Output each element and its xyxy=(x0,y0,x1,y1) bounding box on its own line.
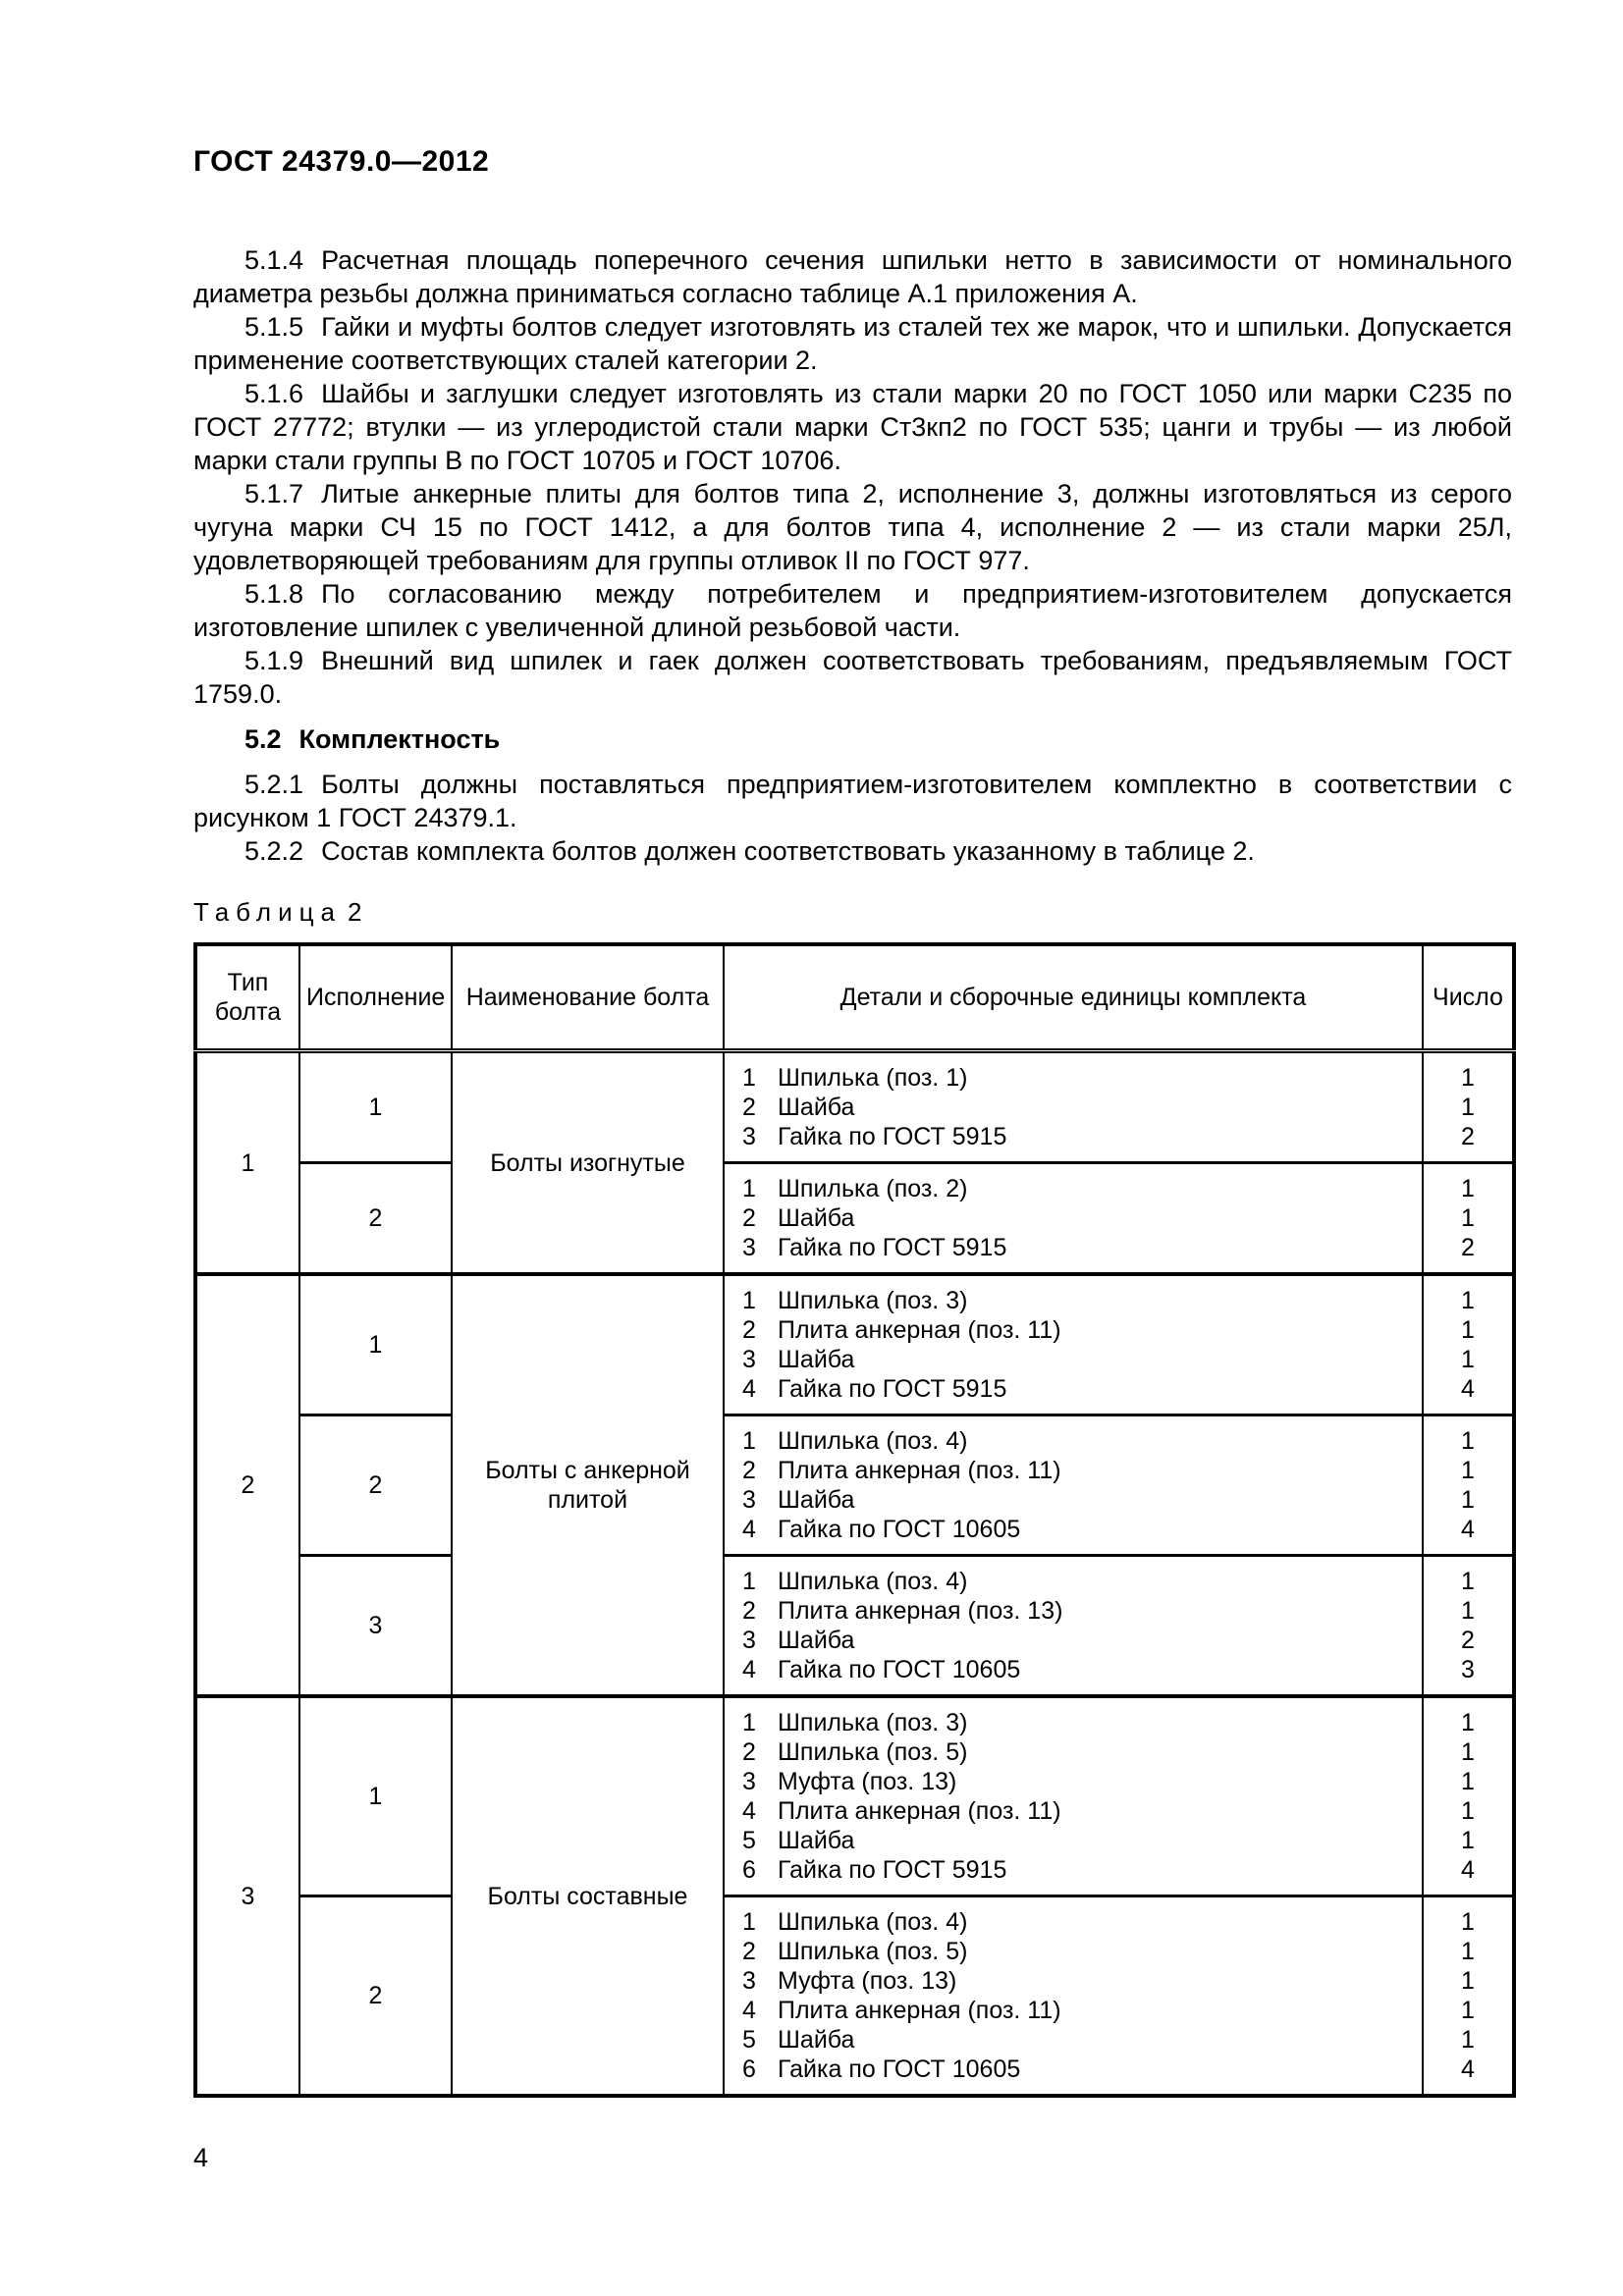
column-header-bolt-name: Наименование болта xyxy=(452,944,724,1051)
count-value: 1 xyxy=(1461,1457,1475,1484)
detail-item xyxy=(742,1855,1412,1885)
detail-item-number: 2 xyxy=(742,1597,756,1625)
paragraph-5-1-8 xyxy=(193,577,1512,644)
version-cell: 2 xyxy=(299,1163,452,1275)
detail-item-number: 3 xyxy=(742,1768,756,1795)
detail-item xyxy=(742,1345,1412,1374)
detail-item-number: 2 xyxy=(742,1938,756,1965)
paragraph-5-2-2 xyxy=(193,834,1512,868)
kit-parts-cell xyxy=(724,1274,1423,1415)
clause-number: 5.1.9 xyxy=(244,646,304,675)
detail-item-number: 6 xyxy=(742,1856,756,1884)
bolt-name-cell: Болты составные xyxy=(452,1696,724,2096)
count-value: 4 xyxy=(1461,1375,1475,1403)
detail-item-text: Муфта (поз. 13) xyxy=(778,1768,957,1795)
version-cell: 1 xyxy=(299,1696,452,1896)
kit-parts-cell xyxy=(724,1696,1423,1896)
count-value: 1 xyxy=(1461,1175,1475,1202)
detail-item xyxy=(742,1374,1412,1404)
clause-number: 5.1.5 xyxy=(244,312,304,342)
count-value: 1 xyxy=(1461,1738,1475,1766)
detail-item xyxy=(742,1515,1412,1544)
count-value: 1 xyxy=(1461,1064,1475,1092)
count-cell xyxy=(1423,1051,1514,1163)
detail-item-text: Шайба xyxy=(778,2026,855,2054)
detail-item-number: 1 xyxy=(742,1064,756,1092)
detail-item-text: Шпилька (поз. 5) xyxy=(778,1938,968,1965)
count-value: 1 xyxy=(1461,1709,1475,1736)
bolt-name-cell: Болты изогнутые xyxy=(452,1051,724,1275)
detail-item xyxy=(742,1122,1412,1151)
clause-text: По согласованию между потребителем и предприятием-изготовителем допускается изготовление шпилек с увеличенной длиной резьбовой части. xyxy=(193,579,1512,642)
count-value: 1 xyxy=(1461,1827,1475,1854)
count-value: 1 xyxy=(1461,1346,1475,1373)
paragraph-5-1-4 xyxy=(193,243,1512,310)
clause-text: Шайбы и заглушки следует изготовлять из стали марки 20 по ГОСТ 1050 или марки С235 по ГОСТ 27772; втулки — из углеродистой стали марки Ст3кп2 по ГОСТ 535; цанги и трубы — из любой марки стали группы В по ГОСТ 10705 и ГОСТ 10706. xyxy=(193,379,1512,475)
detail-item xyxy=(742,1826,1412,1855)
clause-text: Литые анкерные плиты для болтов типа 2, исполнение 3, должны изготовляться из серого чугуна марки СЧ 15 по ГОСТ 1412, а для болтов типа 4, исполнение 2 — из стали марки 25Л, удовлетворяющей требованиям для группы отливок II по ГОСТ 977. xyxy=(193,479,1512,575)
detail-item xyxy=(742,1737,1412,1767)
detail-item-number: 3 xyxy=(742,1486,756,1514)
table-caption xyxy=(193,895,1512,929)
count-value: 2 xyxy=(1461,1627,1475,1654)
count-cell xyxy=(1423,1896,1514,2097)
clause-number: 5.1.4 xyxy=(244,245,304,275)
detail-item-number: 4 xyxy=(742,1656,756,1683)
detail-item-text: Шпилька (поз. 4) xyxy=(778,1908,968,1936)
bolt-type-cell: 1 xyxy=(195,1051,299,1275)
detail-item xyxy=(742,1093,1412,1122)
count-cell xyxy=(1423,1415,1514,1556)
detail-item-number: 3 xyxy=(742,1234,756,1261)
detail-item-text: Гайка по ГОСТ 5915 xyxy=(778,1234,1007,1261)
count-value: 1 xyxy=(1461,1908,1475,1936)
column-header-bolt-type: Тип болта xyxy=(195,944,299,1051)
count-cell xyxy=(1423,1274,1514,1415)
column-header-count: Число xyxy=(1423,944,1514,1051)
count-value: 1 xyxy=(1461,2026,1475,2054)
clause-text: Внешний вид шпилек и гаек должен соответствовать требованиям, предъявляемым ГОСТ 1759.0. xyxy=(193,646,1512,709)
detail-item xyxy=(742,1596,1412,1626)
detail-item xyxy=(742,1567,1412,1596)
count-value: 1 xyxy=(1461,1597,1475,1625)
detail-item-number: 2 xyxy=(742,1738,756,1766)
table-caption-word: Таблица xyxy=(193,897,342,927)
kit-parts-cell xyxy=(724,1051,1423,1163)
page-number: 4 xyxy=(193,2143,209,2172)
detail-item-text: Плита анкерная (поз. 13) xyxy=(778,1597,1063,1625)
detail-item-number: 2 xyxy=(742,1204,756,1232)
detail-item-number: 3 xyxy=(742,1627,756,1654)
clause-number: 5.2.2 xyxy=(244,836,304,866)
document-title: ГОСТ 24379.0—2012 xyxy=(193,145,490,178)
detail-item-number: 1 xyxy=(742,1175,756,1202)
detail-item-text: Гайка по ГОСТ 10605 xyxy=(778,1656,1021,1683)
detail-item xyxy=(742,1966,1412,1996)
detail-item-text: Гайка по ГОСТ 5915 xyxy=(778,1123,1007,1150)
detail-item-text: Шпилька (поз. 3) xyxy=(778,1709,968,1736)
kit-parts-cell xyxy=(724,1896,1423,2097)
paragraph-5-1-6 xyxy=(193,377,1512,477)
detail-item-number: 2 xyxy=(742,1094,756,1121)
count-value: 1 xyxy=(1461,1997,1475,2024)
count-value: 1 xyxy=(1461,1486,1475,1514)
detail-item-number: 1 xyxy=(742,1568,756,1595)
bolt-type-cell: 3 xyxy=(195,1696,299,2096)
table-row xyxy=(195,1896,1514,2097)
detail-item-number: 2 xyxy=(742,1316,756,1344)
clause-number: 5.2.1 xyxy=(244,770,304,799)
detail-item xyxy=(742,1456,1412,1485)
count-value: 1 xyxy=(1461,1204,1475,1232)
clause-text: Гайки и муфты болтов следует изготовлять из сталей тех же марок, что и шпильки. Допускается применение соответствующих сталей категории 2. xyxy=(193,312,1512,375)
detail-item-text: Гайка по ГОСТ 10605 xyxy=(778,1516,1021,1543)
table-header-row xyxy=(195,944,1514,1051)
count-value: 1 xyxy=(1461,1768,1475,1795)
detail-item-text: Шайба xyxy=(778,1094,855,1121)
bolt-kit-table xyxy=(193,942,1516,2098)
table-row xyxy=(195,1556,1514,1697)
count-value: 1 xyxy=(1461,1797,1475,1825)
detail-item xyxy=(742,1796,1412,1826)
detail-item-text: Шайба xyxy=(778,1204,855,1232)
detail-item xyxy=(742,1063,1412,1093)
column-header-kit-parts: Детали и сборочные единицы комплекта xyxy=(724,944,1423,1051)
detail-item xyxy=(742,1174,1412,1203)
bolt-type-cell: 2 xyxy=(195,1274,299,1696)
kit-parts-cell xyxy=(724,1415,1423,1556)
detail-item-number: 4 xyxy=(742,1375,756,1403)
count-cell xyxy=(1423,1556,1514,1697)
detail-item-number: 5 xyxy=(742,2026,756,2054)
paragraph-5-1-9 xyxy=(193,644,1512,711)
detail-item-text: Муфта (поз. 13) xyxy=(778,1967,957,1995)
detail-item-text: Шпилька (поз. 3) xyxy=(778,1287,968,1314)
paragraph-5-2-1 xyxy=(193,768,1512,834)
detail-item-text: Плита анкерная (поз. 11) xyxy=(778,1457,1061,1484)
detail-item-text: Шпилька (поз. 4) xyxy=(778,1568,968,1595)
detail-item-text: Плита анкерная (поз. 11) xyxy=(778,1316,1061,1344)
detail-item-text: Шайба xyxy=(778,1346,855,1373)
detail-item-number: 5 xyxy=(742,1827,756,1854)
kit-parts-cell xyxy=(724,1556,1423,1697)
clause-number: 5.1.6 xyxy=(244,379,304,408)
table-row xyxy=(195,1415,1514,1556)
detail-item-text: Гайка по ГОСТ 10605 xyxy=(778,2056,1021,2083)
version-cell: 3 xyxy=(299,1556,452,1697)
paragraph-5-1-7 xyxy=(193,477,1512,577)
count-value: 1 xyxy=(1461,1094,1475,1121)
table-row xyxy=(195,1696,1514,1896)
detail-item-number: 3 xyxy=(742,1346,756,1373)
clause-number: 5.1.8 xyxy=(244,579,304,609)
count-cell xyxy=(1423,1163,1514,1275)
version-cell: 1 xyxy=(299,1051,452,1163)
detail-item-number: 4 xyxy=(742,1997,756,2024)
detail-item-number: 1 xyxy=(742,1709,756,1736)
detail-item xyxy=(742,2025,1412,2055)
detail-item-text: Гайка по ГОСТ 5915 xyxy=(778,1856,1007,1884)
count-cell xyxy=(1423,1696,1514,1896)
count-value: 2 xyxy=(1461,1234,1475,1261)
clause-text: Состав комплекта болтов должен соответствовать указанному в таблице 2. xyxy=(321,836,1255,866)
detail-item-text: Шайба xyxy=(778,1486,855,1514)
count-value: 1 xyxy=(1461,1938,1475,1965)
clause-text: Расчетная площадь поперечного сечения шпильки нетто в зависимости от номинального диаметра резьбы должна приниматься согласно таблице А.1 приложения А. xyxy=(193,245,1512,308)
section-title: Комплектность xyxy=(298,724,501,754)
count-value: 1 xyxy=(1461,1287,1475,1314)
detail-item-number: 3 xyxy=(742,1967,756,1995)
detail-item-text: Плита анкерная (поз. 11) xyxy=(778,1997,1061,2024)
count-value: 4 xyxy=(1461,2056,1475,2083)
detail-item-text: Гайка по ГОСТ 5915 xyxy=(778,1375,1007,1403)
detail-item-text: Шпилька (поз. 5) xyxy=(778,1738,968,1766)
count-value: 2 xyxy=(1461,1123,1475,1150)
table-caption-number: 2 xyxy=(347,897,362,927)
table-row xyxy=(195,1051,1514,1163)
detail-item-number: 2 xyxy=(742,1457,756,1484)
detail-item xyxy=(742,1937,1412,1966)
count-value: 1 xyxy=(1461,1316,1475,1344)
clause-text: Болты должны поставляться предприятием-изготовителем комплектно в соответствии с рисунком 1 ГОСТ 24379.1. xyxy=(193,770,1512,832)
table-row xyxy=(195,1274,1514,1415)
count-value: 4 xyxy=(1461,1856,1475,1884)
detail-item xyxy=(742,1767,1412,1796)
column-header-version: Исполнение xyxy=(299,944,452,1051)
detail-item xyxy=(742,1315,1412,1345)
detail-item xyxy=(742,1708,1412,1737)
paragraph-5-1-5 xyxy=(193,310,1512,377)
detail-item xyxy=(742,1626,1412,1655)
version-cell: 1 xyxy=(299,1274,452,1415)
count-value: 1 xyxy=(1461,1568,1475,1595)
detail-item-number: 1 xyxy=(742,1908,756,1936)
section-heading-5-2 xyxy=(193,722,1512,756)
detail-item-text: Шайба xyxy=(778,1827,855,1854)
count-value: 1 xyxy=(1461,1427,1475,1455)
detail-item xyxy=(742,1426,1412,1456)
detail-item-number: 1 xyxy=(742,1287,756,1314)
clause-number: 5.1.7 xyxy=(244,479,304,508)
detail-item xyxy=(742,1286,1412,1315)
detail-item xyxy=(742,1233,1412,1262)
detail-item xyxy=(742,1485,1412,1515)
detail-item-text: Плита анкерная (поз. 11) xyxy=(778,1797,1061,1825)
section-number: 5.2 xyxy=(244,724,282,754)
version-cell: 2 xyxy=(299,1415,452,1556)
detail-item-number: 3 xyxy=(742,1123,756,1150)
detail-item xyxy=(742,1907,1412,1937)
detail-item xyxy=(742,2055,1412,2084)
detail-item-text: Шпилька (поз. 4) xyxy=(778,1427,968,1455)
kit-parts-cell xyxy=(724,1163,1423,1275)
detail-item-number: 4 xyxy=(742,1797,756,1825)
table-row xyxy=(195,1163,1514,1275)
count-value: 4 xyxy=(1461,1516,1475,1543)
detail-item-text: Шпилька (поз. 2) xyxy=(778,1175,968,1202)
bolt-name-cell: Болты с анкерной плитой xyxy=(452,1274,724,1696)
detail-item-text: Шпилька (поз. 1) xyxy=(778,1064,968,1092)
version-cell: 2 xyxy=(299,1896,452,2097)
detail-item xyxy=(742,1203,1412,1233)
count-value: 3 xyxy=(1461,1656,1475,1683)
detail-item-number: 4 xyxy=(742,1516,756,1543)
count-value: 1 xyxy=(1461,1967,1475,1995)
detail-item-number: 1 xyxy=(742,1427,756,1455)
detail-item xyxy=(742,1655,1412,1684)
detail-item-number: 6 xyxy=(742,2056,756,2083)
detail-item-text: Шайба xyxy=(778,1627,855,1654)
detail-item xyxy=(742,1996,1412,2025)
